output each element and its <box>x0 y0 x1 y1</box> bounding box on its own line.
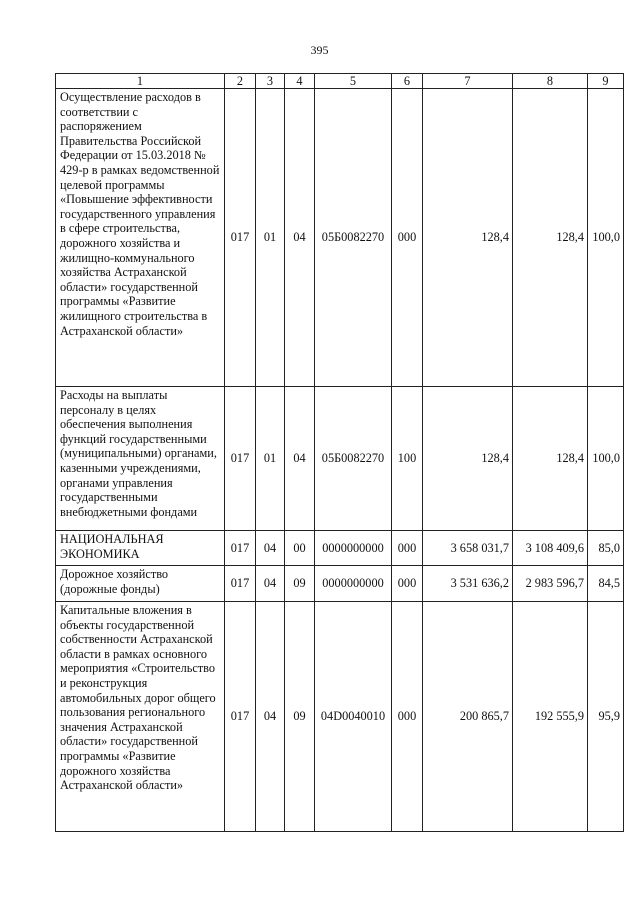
column-header: 9 <box>588 74 624 89</box>
cell-target-article: 0000000000 <box>315 531 392 566</box>
cell-col9: 95,9 <box>588 602 624 832</box>
cell-subsection: 04 <box>285 89 315 387</box>
cell-col9: 100,0 <box>588 387 624 531</box>
budget-table <box>55 73 624 832</box>
cell-target-article: 0000000000 <box>315 566 392 602</box>
cell-ministry: 017 <box>225 602 256 832</box>
page-number: 395 <box>310 43 329 57</box>
row-name-text: Расходы на выплаты персоналу в целях обеспечения выполнения функций государственными (муниципальными) органами, казенными учреждениями, органами управления государственными внебюджетными фондами <box>60 388 217 519</box>
row-name-text: Дорожное хозяйство (дорожные фонды) <box>60 567 169 596</box>
row-name <box>56 89 225 387</box>
table-row <box>56 89 624 387</box>
cell-col8: 192 555,9 <box>513 602 588 832</box>
cell-expense-type: 000 <box>392 566 423 602</box>
cell-target-article: 04D0040010 <box>315 602 392 832</box>
cell-col8: 3 108 409,6 <box>513 531 588 566</box>
cell-target-article: 05Б0082270 <box>315 387 392 531</box>
row-name <box>56 602 225 832</box>
row-name <box>56 531 225 566</box>
cell-col8: 2 983 596,7 <box>513 566 588 602</box>
cell-col7: 128,4 <box>423 89 513 387</box>
cell-section: 01 <box>256 387 285 531</box>
cell-col9: 100,0 <box>588 89 624 387</box>
cell-section: 01 <box>256 89 285 387</box>
cell-col7: 3 658 031,7 <box>423 531 513 566</box>
column-header: 8 <box>513 74 588 89</box>
cell-col8: 128,4 <box>513 387 588 531</box>
table-header-row <box>56 74 624 89</box>
cell-subsection: 09 <box>285 602 315 832</box>
cell-expense-type: 000 <box>392 531 423 566</box>
row-name <box>56 566 225 602</box>
cell-expense-type: 100 <box>392 387 423 531</box>
cell-subsection: 00 <box>285 531 315 566</box>
cell-target-article: 05Б0082270 <box>315 89 392 387</box>
cell-expense-type: 000 <box>392 602 423 832</box>
cell-expense-type: 000 <box>392 89 423 387</box>
cell-subsection: 09 <box>285 566 315 602</box>
column-header: 5 <box>315 74 392 89</box>
column-header: 2 <box>225 74 256 89</box>
table-row <box>56 602 624 832</box>
cell-section: 04 <box>256 531 285 566</box>
row-name <box>56 387 225 531</box>
cell-col7: 3 531 636,2 <box>423 566 513 602</box>
cell-col8: 128,4 <box>513 89 588 387</box>
cell-section: 04 <box>256 602 285 832</box>
cell-col7: 200 865,7 <box>423 602 513 832</box>
row-name-text: НАЦИОНАЛЬНАЯ ЭКОНОМИКА <box>60 532 164 561</box>
column-header: 1 <box>56 74 225 89</box>
row-name-text: Осуществление расходов в соответствии с распоряжением Правительства Российской Федерации от 15.03.2018 № 429-р в рамках ведомственной целевой программы «Повышение эффективности государственного управления в сфере строительства, дорожного хозяйства и жилищно-коммунального хозяйства Астраханской области» государственной программы «Развитие жилищного строительства в Астраханской области» <box>60 90 220 338</box>
table-row <box>56 531 624 566</box>
cell-ministry: 017 <box>225 89 256 387</box>
table-row <box>56 566 624 602</box>
cell-ministry: 017 <box>225 531 256 566</box>
column-header: 4 <box>285 74 315 89</box>
cell-section: 04 <box>256 566 285 602</box>
column-header: 6 <box>392 74 423 89</box>
column-header: 3 <box>256 74 285 89</box>
cell-ministry: 017 <box>225 387 256 531</box>
row-name-text: Капитальные вложения в объекты государственной собственности Астраханской области в рамках основного мероприятия «Строительство и реконструкция автомобильных дорог общего пользования регионального значения Астраханской области» государственной программы «Развитие дорожного хозяйства Астраханской области» <box>60 603 216 793</box>
cell-ministry: 017 <box>225 566 256 602</box>
column-header: 7 <box>423 74 513 89</box>
cell-col7: 128,4 <box>423 387 513 531</box>
cell-subsection: 04 <box>285 387 315 531</box>
cell-col9: 84,5 <box>588 566 624 602</box>
table-row <box>56 387 624 531</box>
cell-col9: 85,0 <box>588 531 624 566</box>
